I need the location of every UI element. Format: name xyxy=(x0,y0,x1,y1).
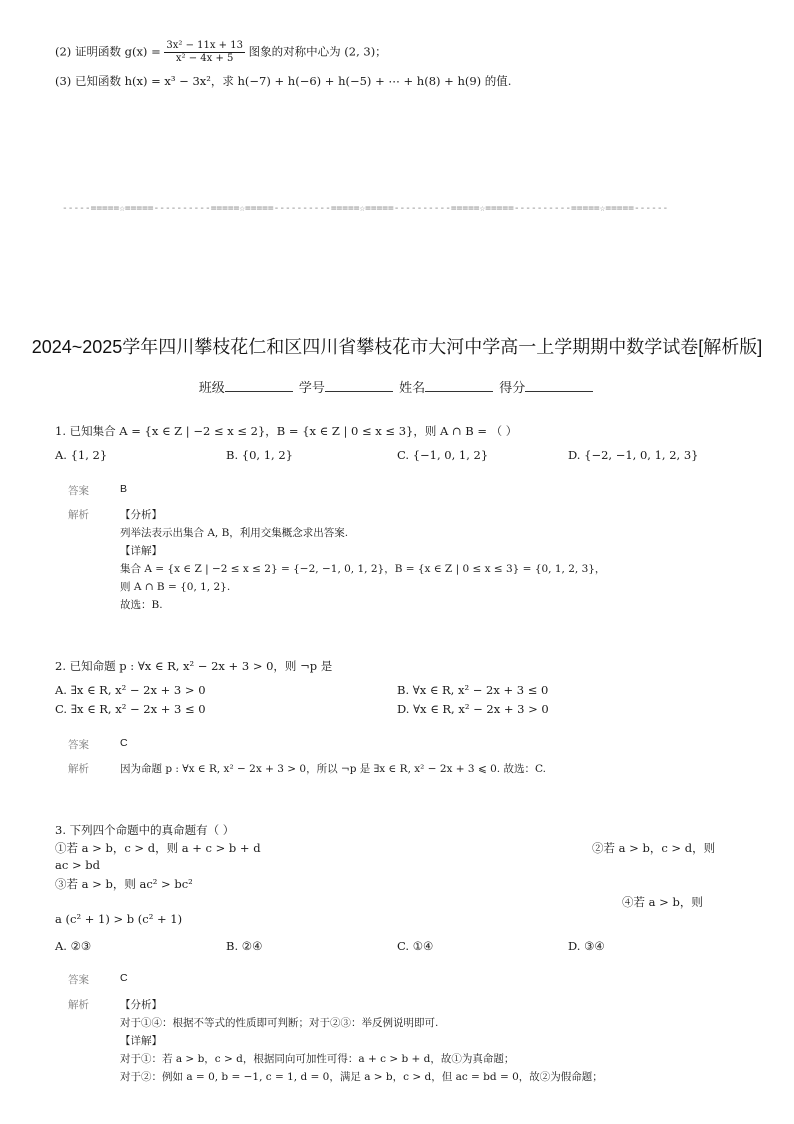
prev-q2-pre: (2) 证明函数 g(x) = xyxy=(55,44,165,59)
q3-analysis-line: 对于①：若 a > b，c > d，根据同向可加性可得：a + c > b + d，故①为真命题； xyxy=(120,1053,515,1065)
q1-analysis-line: 【分析】 xyxy=(120,509,162,521)
page-title: 2024~2025学年四川攀枝花仁和区四川省攀枝花市大河中学高一上学期期中数学试卷[解析版] xyxy=(31,337,763,357)
q1-option-a: A. {1, 2} xyxy=(55,448,108,462)
q1-analysis-line: 【详解】 xyxy=(120,545,162,557)
prev-q2-post: 图象的对称中心为 (2, 3)； xyxy=(244,44,387,59)
q2-analysis-line: 因为命题 p : ∀x ∈ R, x² − 2x + 3 > 0，所以 ¬p 是 ∃x ∈ R, x² − 2x + 3 ⩽ 0. 故选：C. xyxy=(120,763,546,775)
id-field[interactable] xyxy=(325,379,393,392)
q1-stem: 1. 已知集合 A = {x ∈ Z | −2 ≤ x ≤ 2}，B = {x ∈ Z | 0 ≤ x ≤ 3}，则 A ∩ B = （ ） xyxy=(55,424,518,438)
student-info-row xyxy=(0,377,794,396)
q3-analysis-line: 对于①④：根据不等式的性质即可判断；对于②③：举反例说明即可. xyxy=(120,1017,439,1029)
q3-option-d: D. ③④ xyxy=(568,939,605,953)
q1-analysis-label: 解析 xyxy=(68,509,89,521)
q3-statement-2: ②若 a > b，c > d，则 xyxy=(592,841,716,855)
q1-option-b: B. {0, 1, 2} xyxy=(226,448,293,462)
q2-option-a: A. ∃x ∈ R, x² − 2x + 3 > 0 xyxy=(55,683,206,697)
q3-statement-1: ①若 a > b，c > d，则 a + c > b + d xyxy=(55,841,261,855)
q3-stem: 3. 下列四个命题中的真命题有（ ） xyxy=(55,823,235,837)
q2-stem: 2. 已知命题 p : ∀x ∈ R, x² − 2x + 3 > 0，则 ¬p 是 xyxy=(55,659,333,673)
q3-option-b: B. ②④ xyxy=(226,939,263,953)
q3-option-a: A. ②③ xyxy=(55,939,92,953)
q3-option-c: C. ①④ xyxy=(397,939,434,953)
q2-analysis-label: 解析 xyxy=(68,763,89,775)
prev-q3: (3) 已知函数 h(x) = x³ − 3x²，求 h(−7) + h(−6) + h(−5) + ⋯ + h(8) + h(9) 的值. xyxy=(55,74,512,88)
q2-option-d: D. ∀x ∈ R, x² − 2x + 3 > 0 xyxy=(397,702,549,716)
q2-answer-label: 答案 xyxy=(68,739,89,751)
q2-option-c: C. ∃x ∈ R, x² − 2x + 3 ≤ 0 xyxy=(55,702,206,716)
score-field[interactable] xyxy=(525,379,593,392)
fraction-numerator: 3x² − 11x + 13 xyxy=(166,40,243,51)
q3-analysis-line: 【详解】 xyxy=(120,1035,162,1047)
q1-analysis-line: 故选：B. xyxy=(120,599,163,611)
q1-analysis-line: 则 A ∩ B = {0, 1, 2}. xyxy=(120,581,231,593)
q3-statement-3: ③若 a > b，则 ac² > bc² xyxy=(55,877,193,891)
q2-answer: C xyxy=(120,737,128,749)
class-field[interactable] xyxy=(225,379,293,392)
page-divider: -----=====☆=====----------=====☆=====----------=====☆=====----------=====☆=====----------=====☆=====------ xyxy=(62,203,669,214)
q1-analysis-line: 集合 A = {x ∈ Z | −2 ≤ x ≤ 2} = {−2, −1, 0, 1, 2}，B = {x ∈ Z | 0 ≤ x ≤ 3} = {0, 1, 2, 3}， xyxy=(120,563,606,575)
class-label: 班级 xyxy=(198,381,225,396)
q3-analysis-line: 对于②：例如 a = 0, b = −1, c = 1, d = 0，满足 a > b，c > d，但 ac = bd = 0，故②为假命题； xyxy=(120,1071,603,1083)
q3-analysis-label: 解析 xyxy=(68,999,89,1011)
q3-statement-2-cont: ac > bd xyxy=(55,858,100,872)
q3-statement-4: ④若 a > b，则 xyxy=(622,895,703,909)
q1-analysis-line: 列举法表示出集合 A, B，利用交集概念求出答案. xyxy=(120,527,349,539)
q3-statement-4-cont: a (c² + 1) > b (c² + 1) xyxy=(55,912,183,926)
score-label: 得分 xyxy=(499,381,526,396)
q3-answer-label: 答案 xyxy=(68,974,89,986)
q1-answer: B xyxy=(120,483,128,495)
q1-option-d: D. {−2, −1, 0, 1, 2, 3} xyxy=(568,448,699,462)
q2-option-b: B. ∀x ∈ R, x² − 2x + 3 ≤ 0 xyxy=(397,683,549,697)
q3-analysis-line: 【分析】 xyxy=(120,999,162,1011)
q1-option-c: C. {−1, 0, 1, 2} xyxy=(397,448,489,462)
fraction-denominator: x² − 4x + 5 xyxy=(175,53,234,64)
name-label: 姓名 xyxy=(399,381,426,396)
q3-answer: C xyxy=(120,972,128,984)
q1-answer-label: 答案 xyxy=(68,485,89,497)
prev-q2-fraction xyxy=(164,40,245,65)
id-label: 学号 xyxy=(298,381,325,396)
prev-q2 xyxy=(55,40,387,65)
name-field[interactable] xyxy=(425,379,493,392)
